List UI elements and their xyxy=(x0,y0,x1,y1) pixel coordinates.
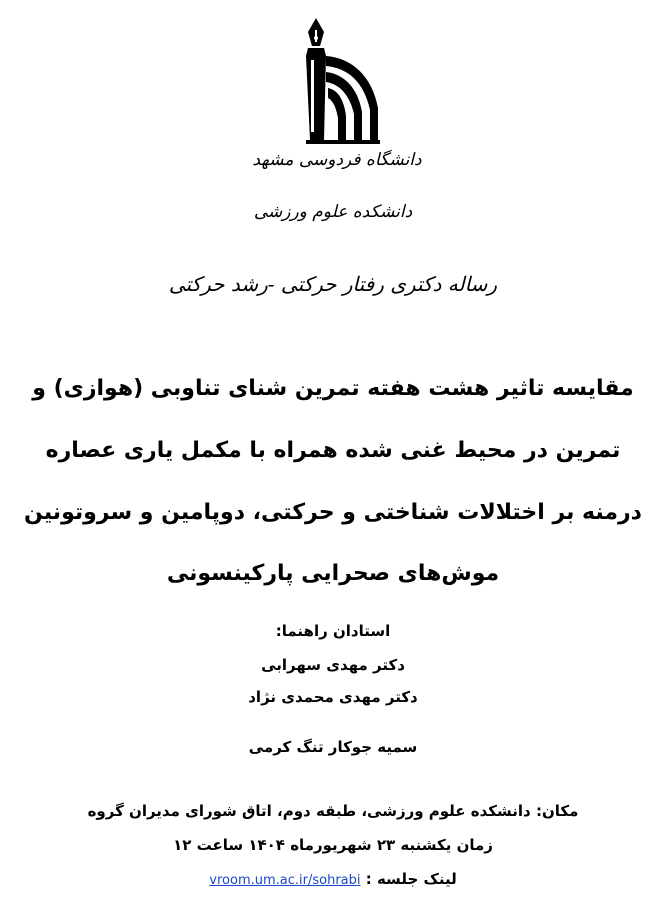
meeting-link[interactable]: vroom.um.ac.ir/sohrabi xyxy=(209,873,361,888)
faculty-name: دانشکده علوم ورزشی xyxy=(253,202,413,222)
session-location: مکان: دانشکده علوم ورزشی، طبقه دوم، اتاق شورای مدیران گروه xyxy=(87,802,579,820)
advisors-label: استادان راهنما: xyxy=(275,622,391,640)
title-line-2: تمرین در محیط غنی شده همراه با مکمل یاری عصاره xyxy=(45,438,621,463)
session-time: زمان یکشنبه ۲۳ شهریورماه ۱۴۰۴ ساعت ۱۲ xyxy=(173,836,493,854)
student-name: سمیه جوکار تنگ کرمی xyxy=(248,738,418,756)
meeting-link-row xyxy=(0,870,666,888)
thesis-type: رساله دکتری رفتار حرکتی -رشد حرکتی xyxy=(168,272,498,296)
title-line-1: مقایسه تاثیر هشت هفته تمرین شنای تناوبی (هوازی) و xyxy=(32,376,634,401)
university-name: دانشگاه فردوسی مشهد xyxy=(252,150,422,170)
advisor-name-2: دکتر مهدی محمدی نژاد xyxy=(248,688,418,706)
title-line-3: درمنه بر اختلالات شناختی و حرکتی، دوپامین و سروتونین xyxy=(24,500,642,525)
title-line-4: موش‌های صحرایی پارکینسونی xyxy=(166,561,500,586)
meeting-link-label: لینک جلسه : xyxy=(365,870,457,888)
ferdowsi-university-pen-logo-icon xyxy=(292,16,384,148)
advisor-name-1: دکتر مهدی سهرابی xyxy=(261,656,405,674)
